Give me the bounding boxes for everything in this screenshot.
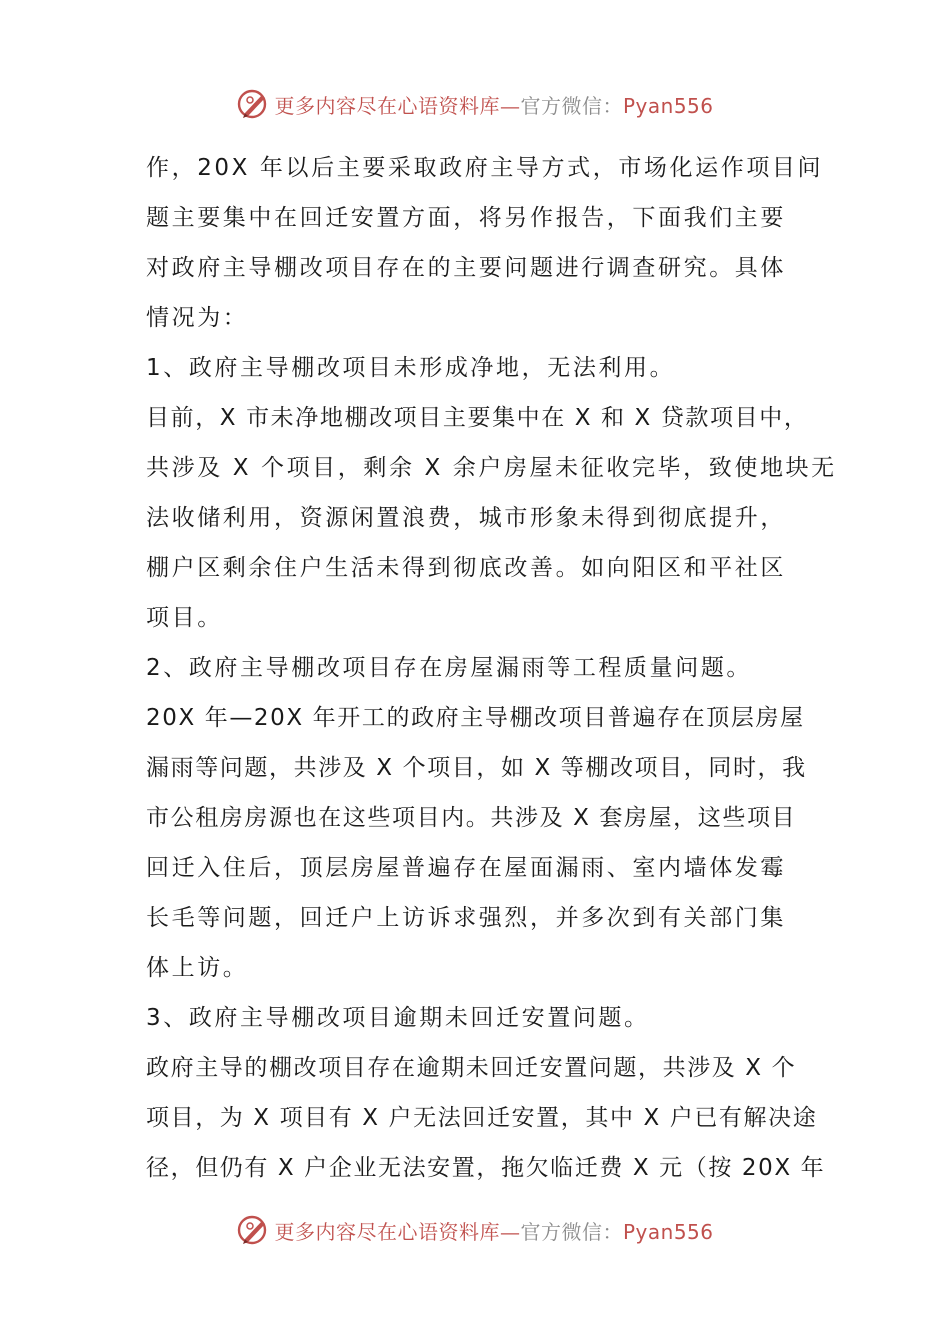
text-line: 情况为： (146, 305, 249, 331)
text-line: 政府主导的棚改项目存在逾期未回迁安置问题，共涉及 X 个 (146, 1055, 797, 1081)
banner-main-text: 更多内容尽在心语资料库 (274, 1219, 500, 1244)
banner-wechat-id: Pyan556 (622, 1219, 714, 1244)
text-line: 题主要集中在回迁安置方面，将另作报告，下面我们主要 (146, 205, 786, 231)
text-line: 漏雨等问题，共涉及 X 个项目，如 X 等棚改项目，同时，我 (146, 755, 807, 781)
banner-main-text: 更多内容尽在心语资料库 (274, 93, 500, 118)
document-body (146, 143, 837, 1193)
banner-dash: — (499, 93, 521, 118)
banner-wechat-id: Pyan556 (622, 93, 714, 118)
text-line: 法收储利用，资源闲置浪费，城市形象未得到彻底提升， (146, 505, 786, 531)
section-heading-2: 2、政府主导棚改项目存在房屋漏雨等工程质量问题。 (146, 655, 753, 681)
section-heading-1: 1、政府主导棚改项目未形成净地，无法利用。 (146, 355, 676, 381)
header-watermark-banner (0, 84, 950, 124)
banner-text (274, 90, 713, 119)
text-line: 项目，为 X 项目有 X 户无法回迁安置，其中 X 户已有解决途 (146, 1105, 818, 1131)
pen-logo-icon (236, 1213, 270, 1247)
banner-dash: — (499, 1219, 521, 1244)
text-line: 棚户区剩余住户生活未得到彻底改善。如向阳区和平社区 (146, 555, 786, 581)
text-line: 项目。 (146, 605, 223, 631)
text-line: 体上访。 (146, 955, 249, 981)
banner-wechat-label: 官方微信： (520, 1219, 623, 1244)
banner-text (274, 1216, 713, 1245)
section-heading-3: 3、政府主导棚改项目逾期未回迁安置问题。 (146, 1005, 650, 1031)
text-line: 长毛等问题，回迁户上访诉求强烈，并多次到有关部门集 (146, 905, 786, 931)
banner-wechat-label: 官方微信： (520, 93, 623, 118)
text-line: 共涉及 X 个项目，剩余 X 余户房屋未征收完毕，致使地块无 (146, 455, 837, 481)
text-line: 目前，X 市未净地棚改项目主要集中在 X 和 X 贷款项目中， (146, 405, 809, 431)
text-line: 回迁入住后，顶层房屋普遍存在屋面漏雨、室内墙体发霉 (146, 855, 786, 881)
text-line: 20X 年—20X 年开工的政府主导棚改项目普遍存在顶层房屋 (146, 705, 805, 731)
text-line: 市公租房房源也在这些项目内。共涉及 X 套房屋，这些项目 (146, 805, 797, 831)
text-line: 对政府主导棚改项目存在的主要问题进行调查研究。具体 (146, 255, 786, 281)
text-line: 作，20X 年以后主要采取政府主导方式，市场化运作项目问 (146, 155, 824, 181)
text-line: 径，但仍有 X 户企业无法安置，拖欠临迁费 X 元（按 20X 年 (146, 1155, 826, 1181)
pen-logo-icon (236, 87, 270, 121)
footer-watermark-banner (0, 1210, 950, 1250)
